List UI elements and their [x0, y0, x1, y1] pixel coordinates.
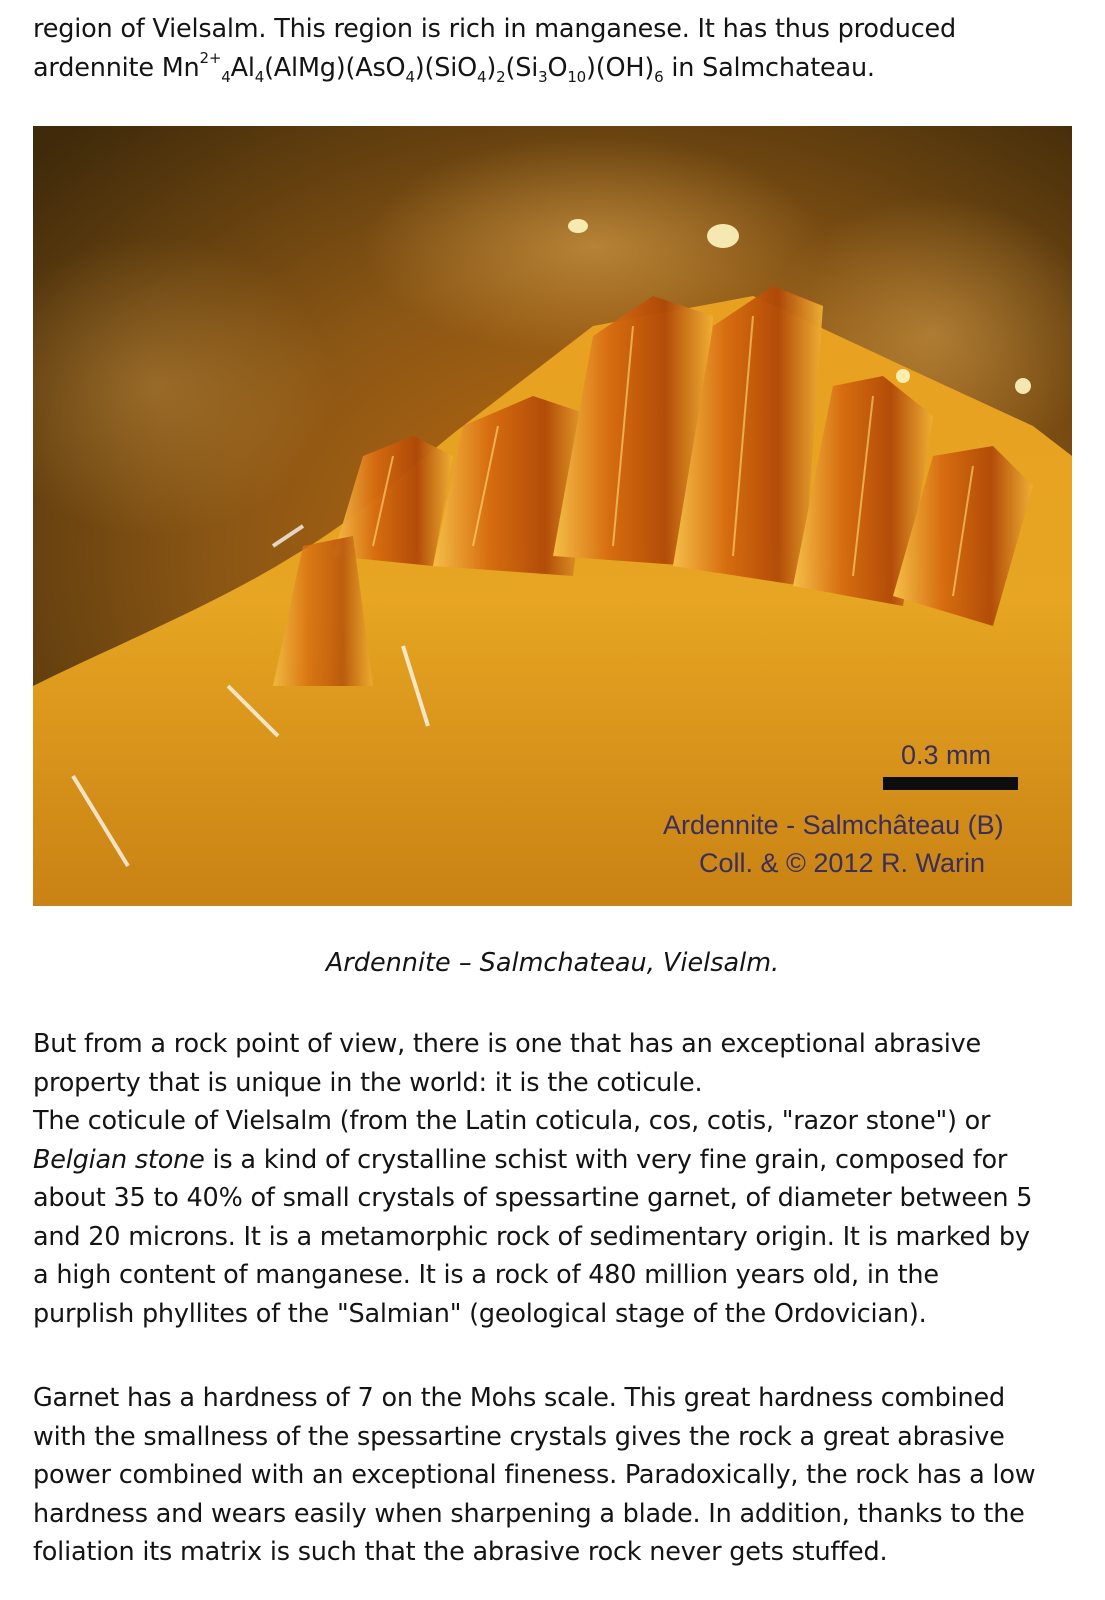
formula-text: (Si — [505, 52, 539, 83]
formula-text: )(OH) — [586, 52, 655, 83]
paragraph-line: with the smallness of the spessartine crystals gives the rock a great abrasive — [33, 1421, 1005, 1452]
scale-bar — [883, 777, 1018, 790]
formula-superscript: 2+ — [199, 48, 222, 67]
paragraph-line — [33, 1141, 1078, 1180]
paragraph-line: purplish phyllites of the "Salmian" (geological stage of the Ordovician). — [33, 1298, 927, 1329]
intro-paragraph — [33, 10, 1078, 87]
formula-text: )(SiO — [414, 52, 478, 83]
formula-subscript: 6 — [654, 67, 664, 86]
photo-label-line-2: Coll. & © 2012 R. Warin — [699, 848, 985, 878]
paragraph-line: The coticule of Vielsalm (from the Latin coticula, cos, cotis, "razor stone") or — [33, 1106, 991, 1136]
photo-label-line-1: Ardennite - Salmchâteau (B) — [663, 810, 1004, 840]
paragraph-line: power combined with an exceptional fineness. Paradoxically, the rock has a low — [33, 1460, 1036, 1490]
paragraph-line: property that is unique in the world: it is the coticule. — [33, 1067, 703, 1098]
formula-text: ) — [486, 52, 497, 83]
garnet-paragraph — [33, 1379, 1078, 1572]
formula-subscript: 3 — [538, 67, 548, 86]
paragraph-line: and 20 microns. It is a metamorphic rock of sedimentary origin. It is marked by — [33, 1221, 1030, 1252]
intro-line-2-suffix: in Salmchateau. — [663, 52, 875, 83]
formula-subscript: 10 — [567, 67, 586, 86]
ardennite-formula — [199, 48, 664, 86]
formula-subscript: 4 — [405, 67, 415, 86]
scale-label: 0.3 mm — [901, 740, 992, 770]
paragraph-line: Garnet has a hardness of 7 on the Mohs scale. This great hardness combined — [33, 1383, 1005, 1413]
intro-line-2-prefix: ardennite Mn — [33, 52, 200, 83]
photo-caption: Ardennite – Salmchateau, Vielsalm. — [325, 948, 780, 978]
formula-text: O — [547, 52, 568, 83]
formula-subscript: 4 — [477, 67, 487, 86]
formula-subscript: 2 — [496, 67, 506, 86]
paragraph-line-rest: is a kind of crystalline schist with very fine grain, composed for — [204, 1144, 1008, 1175]
coticule-paragraph — [33, 1025, 1078, 1333]
intro-line-1: region of Vielsalm. This region is rich in manganese. It has thus produced — [33, 14, 957, 44]
paragraph-line: But from a rock point of view, there is one that has an exceptional abrasive — [33, 1029, 981, 1059]
paragraph-line: about 35 to 40% of small crystals of spessartine garnet, of diameter between 5 — [33, 1183, 1033, 1213]
ardennite-photo — [33, 126, 1072, 906]
belgian-stone-term: Belgian stone — [33, 1144, 205, 1175]
paragraph-line: foliation its matrix is such that the abrasive rock never gets stuffed. — [33, 1537, 888, 1567]
formula-text: Al — [230, 52, 255, 83]
formula-subscript: 4 — [221, 67, 231, 86]
formula-text: (AlMg)(AsO — [264, 52, 406, 83]
paragraph-line: hardness and wears easily when sharpening a blade. In addition, thanks to the — [33, 1498, 1025, 1529]
intro-line-2 — [33, 49, 1078, 88]
formula-subscript: 4 — [254, 67, 265, 86]
paragraph-line: a high content of manganese. It is a rock of 480 million years old, in the — [33, 1260, 939, 1290]
